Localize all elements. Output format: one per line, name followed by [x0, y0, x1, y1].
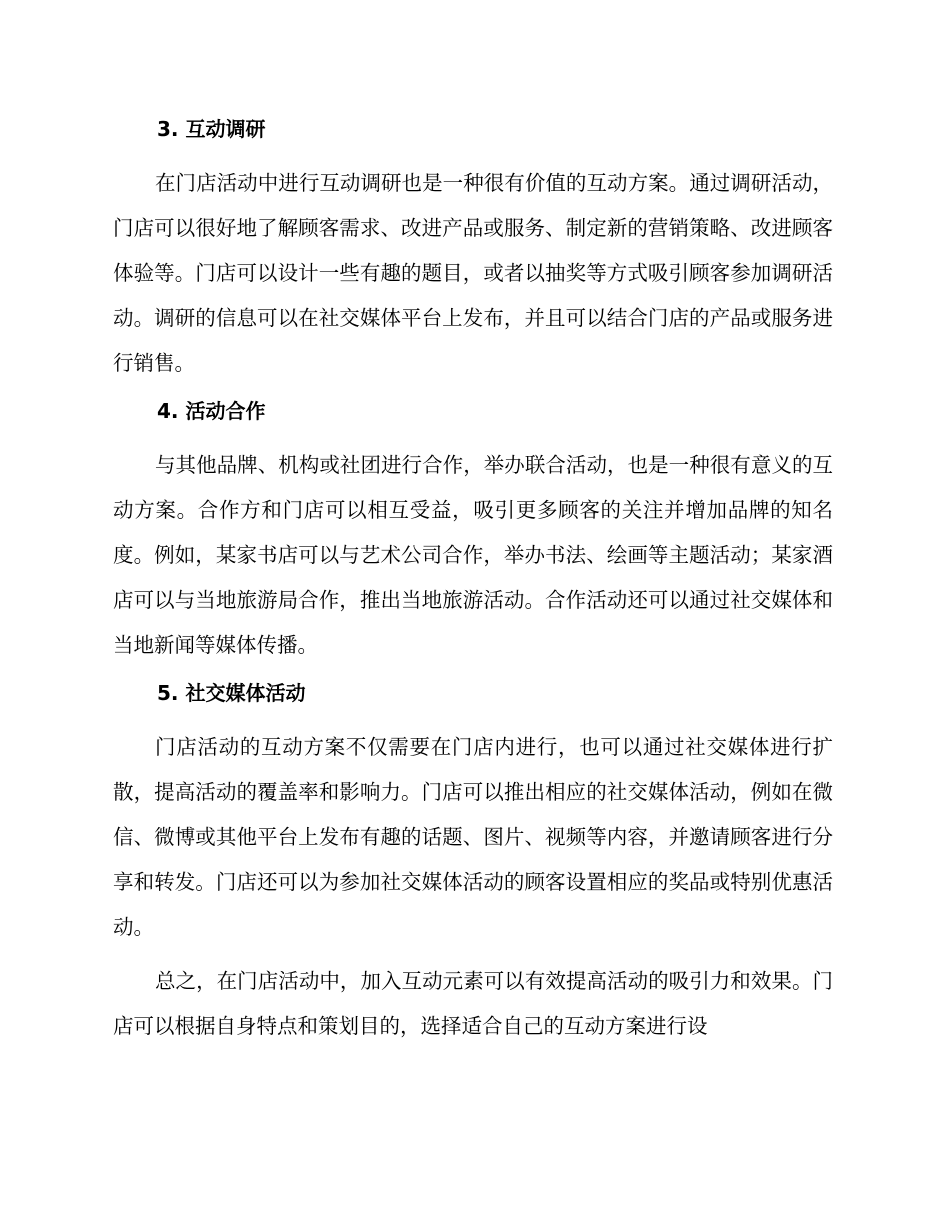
- conclusion-paragraph: 总之，在门店活动中，加入互动元素可以有效提高活动的吸引力和效果。门店可以根据自身特点和策划目的，选择适合自己的互动方案进行设: [113, 969, 833, 1038]
- section-activity-cooperation: [113, 395, 833, 668]
- section-paragraph: 与其他品牌、机构或社团进行合作，举办联合活动，也是一种很有意义的互动方案。合作方和门店可以相互受益，吸引更多顾客的关注并增加品牌的知名度。例如，某家书店可以与艺术公司合作，举办书法、绘画等主题活动；某家酒店可以与当地旅游局合作，推出当地旅游活动。合作活动还可以通过社交媒体和当地新闻等媒体传播。: [113, 453, 833, 657]
- section-paragraph: 门店活动的互动方案不仅需要在门店内进行，也可以通过社交媒体进行扩散，提高活动的覆盖率和影响力。门店可以推出相应的社交媒体活动，例如在微信、微博或其他平台上发布有趣的话题、图片、视频等内容，并邀请顾客进行分享和转发。门店还可以为参加社交媒体活动的顾客设置相应的奖品或特别优惠活动。: [113, 735, 833, 939]
- section-interactive-survey: [113, 113, 833, 386]
- section-heading: 5. 社交媒体活动: [157, 681, 306, 705]
- document-page: [113, 113, 833, 1058]
- section-paragraph: 在门店活动中进行互动调研也是一种很有价值的互动方案。通过调研活动，门店可以很好地了解顾客需求、改进产品或服务、制定新的营销策略、改进顾客体验等。门店可以设计一些有趣的题目，或者以抽奖等方式吸引顾客参加调研活动。调研的信息可以在社交媒体平台上发布，并且可以结合门店的产品或服务进行销售。: [113, 171, 833, 375]
- section-social-media-activity: [113, 677, 833, 950]
- section-heading: 3. 互动调研: [157, 117, 266, 141]
- section-heading: 4. 活动合作: [157, 399, 266, 423]
